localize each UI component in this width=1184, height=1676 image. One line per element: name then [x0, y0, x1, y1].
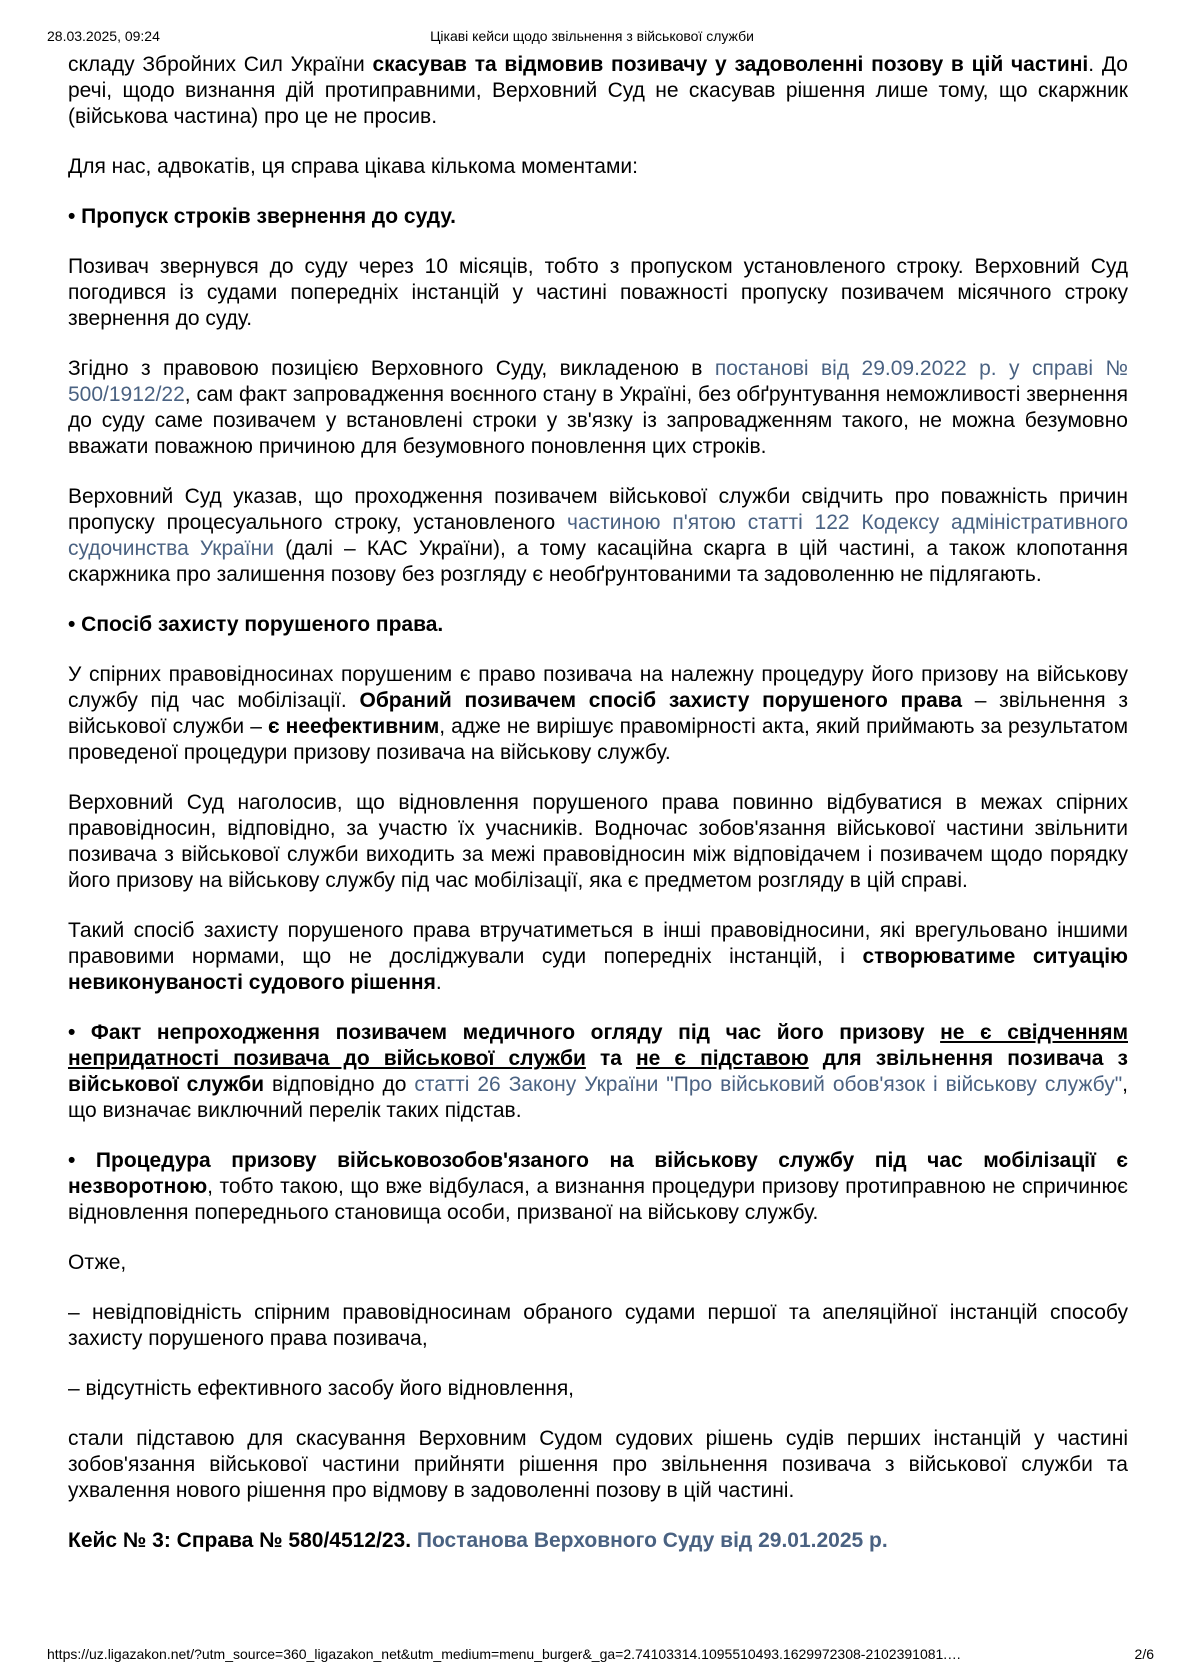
- paragraph: Верховний Суд указав, що проходження позивачем військової служби свідчить про поважність причин пропуску процесуального строку, установленого частиною п'ятою статті 122 Кодексу адміністративного судочинства України (далі – КАС України), а тому касаційна скарга в цій частині, а також клопотання скаржника про залишення позову без розгляду є необґрунтованими та задоволенню не підлягають.: [68, 485, 1129, 586]
- section-heading: • Спосіб захисту порушеного права.: [68, 613, 444, 636]
- case-heading: Кейс № 3: Справа № 580/4512/23. Постанова Верховного Суду від 29.01.2025 р.: [68, 1529, 888, 1552]
- law-article-link[interactable]: статті 26 Закону України "Про військовий обов'язок і військову службу": [414, 1073, 1123, 1096]
- paragraph: Позивач звернувся до суду через 10 місяців, тобто з пропуском установленого строку. Верховний Суд погодився із судами попередніх інстанцій у частині поважності пропуску позивачем місячного строку звернення до суду.: [68, 255, 1128, 330]
- paragraph: Такий спосіб захисту порушеного права втручатиметься в інші правовідносини, які врегульовано іншими правовими нормами, що не досліджували суди попередніх інстанцій, і створюватиме ситуацію невиконуваності судового рішення.: [68, 919, 1128, 994]
- case-resolution-link[interactable]: Постанова Верховного Суду від 29.01.2025 р.: [416, 1529, 888, 1552]
- page-number: 2/6: [1134, 1646, 1154, 1662]
- paragraph: Для нас, адвокатів, ця справа цікава кількома моментами:: [68, 155, 638, 178]
- resolution-link[interactable]: постанові від 29.09.2022 р. у справі № 500/1912/22: [68, 357, 1128, 406]
- print-title: Цікаві кейси щодо звільнення з військової служби: [430, 28, 754, 44]
- list-item: – відсутність ефективного засобу його відновлення,: [68, 1377, 575, 1400]
- print-footer: [0, 1636, 1184, 1676]
- paragraph: стали підставою для скасування Верховним Судом судових рішень судів перших інстанцій у частині зобов'язання військової частини прийняти рішення про звільнення позивача з військової служби та ухвалення нового рішення про відмову в задоволенні позову в цій частині.: [68, 1427, 1128, 1502]
- paragraph: • Факт непроходження позивачем медичного огляду під час його призову не є свідченням непридатності позивача до військової служби та не є підставою для звільнення позивача з військової служби відповідно до статті 26 Закону України "Про військовий обов'язок і військову службу", що визначає виключний перелік таких підстав.: [68, 1021, 1129, 1122]
- paragraph: • Процедура призову військовозобов'язаного на військову службу під час мобілізації є незворотною, тобто такою, що вже відбулася, а визнання процедури призову протиправною не спричинює відновлення попереднього становища особи, призваної на військову службу.: [68, 1149, 1128, 1224]
- print-datetime: 28.03.2025, 09:24: [47, 28, 160, 44]
- kas-article-link[interactable]: частиною п'ятою статті 122 Кодексу адміністративного судочинства України: [68, 511, 1128, 560]
- article-body: [68, 52, 1128, 1554]
- paragraph: Верховний Суд наголосив, що відновлення порушеного права повинно відбуватися в межах спірних правовідносин, відповідно, за участю їх учасників. Водночас зобов'язання військової частини звільнити позивача з військової служби виходить за межі правовідносин між відповідачем і позивачем щодо порядку його призову на військову службу під час мобілізації, яка є предметом розгляду в цій справі.: [68, 791, 1128, 892]
- source-url: https://uz.ligazakon.net/?utm_source=360_ligazakon_net&utm_medium=menu_burger&_ga=2.74103314.1095510493.1629972308-2102391081.…: [47, 1646, 962, 1662]
- paragraph: Згідно з правовою позицією Верховного Суду, викладеною в постанові від 29.09.2022 р. у справі № 500/1912/22, сам факт запровадження воєнного стану в Україні, без обґрунтування неможливості звернення до суду саме позивачем у встановлені строки у зв'язку із запровадженням такого, не можна безумовно вважати поважною причиною для безумовного поновлення цих строків.: [68, 357, 1128, 458]
- section-heading: • Пропуск строків звернення до суду.: [68, 205, 456, 228]
- print-header: [0, 0, 1184, 58]
- paragraph: складу Збройних Сил України скасував та відмовив позивачу у задоволенні позову в цій частині. До речі, щодо визнання дій протиправними, Верховний Суд не скасував рішення лише тому, що скаржник (військова частина) про це не просив.: [68, 53, 1128, 128]
- paragraph: Отже,: [68, 1251, 127, 1274]
- list-item: – невідповідність спірним правовідносинам обраного судами першої та апеляційної інстанцій способу захисту порушеного права позивача,: [68, 1301, 1128, 1350]
- paragraph: У спірних правовідносинах порушеним є право позивача на належну процедуру його призову на військову службу під час мобілізації. Обраний позивачем спосіб захисту порушеного права – звільнення з військової служби – є неефективним, адже не вирішує правомірності акта, який приймають за результатом проведеної процедури призову позивача на військову службу.: [68, 663, 1129, 764]
